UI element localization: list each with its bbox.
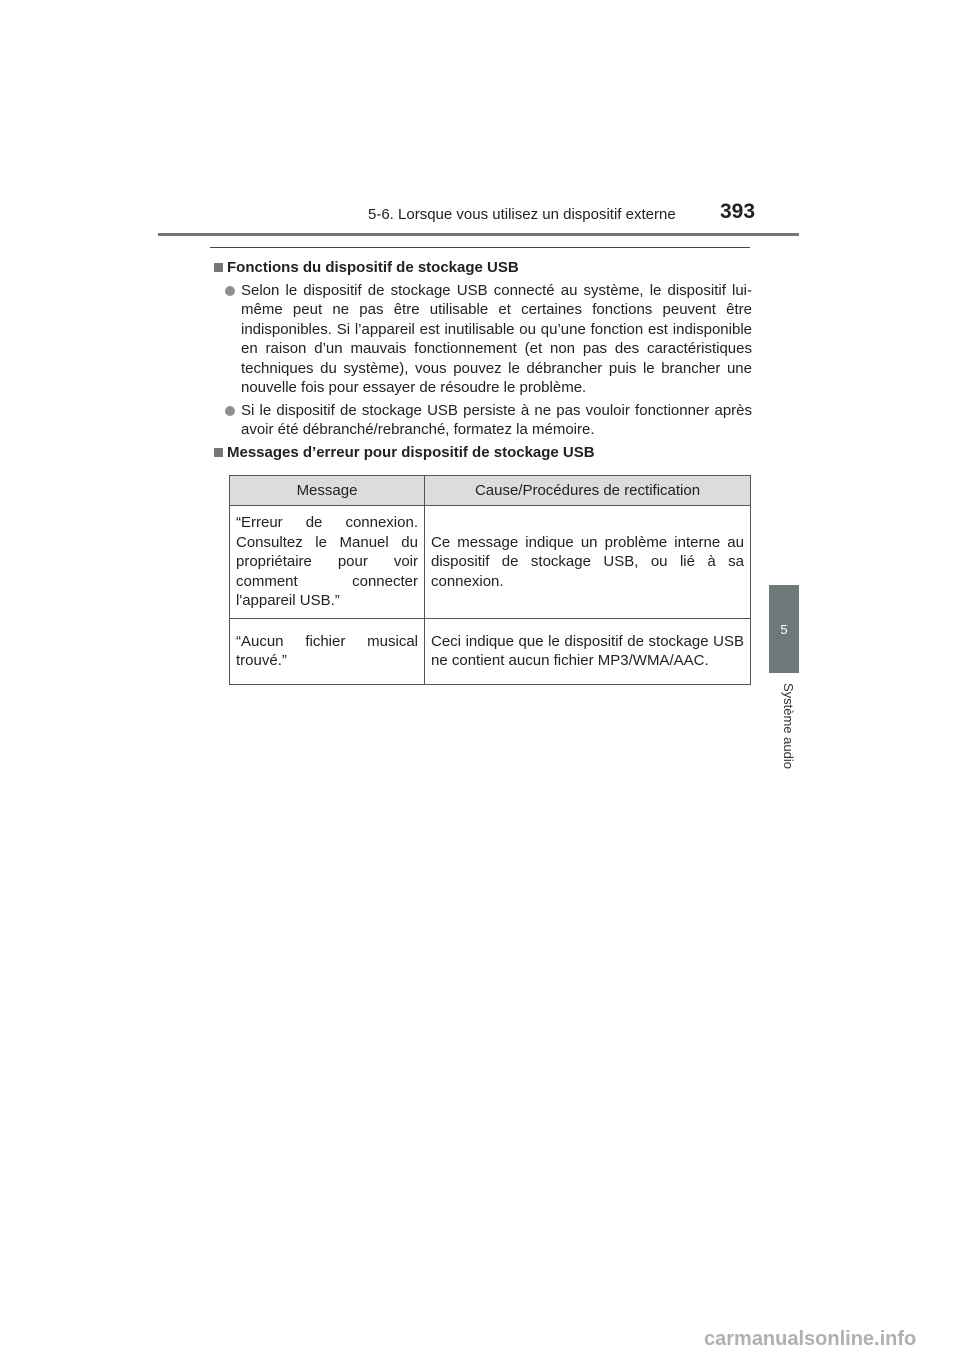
table-row (230, 618, 751, 684)
list-item-text: Si le dispositif de stockage USB persiste à ne pas vouloir fonctionner après avoir été débranché/rebranché, formatez la mémoire. (241, 401, 752, 438)
square-bullet-icon (214, 448, 223, 457)
list-item (212, 281, 752, 398)
table-row (230, 506, 751, 619)
section-heading-text: Fonctions du dispositif de stockage USB (227, 259, 519, 276)
cause-cell: Ceci indique que le dispositif de stockage USB ne contient aucun fichier MP3/WMA/AAC. (425, 618, 751, 684)
chapter-tab (769, 585, 799, 673)
content-divider (210, 247, 750, 248)
circle-bullet-icon (225, 286, 235, 296)
column-header-message: Message (230, 476, 425, 506)
page-number: 393 (720, 200, 756, 223)
watermark: carmanualsonline.info (704, 1328, 917, 1350)
chapter-number: 5 (780, 621, 788, 637)
circle-bullet-icon (225, 406, 235, 416)
header-divider (158, 233, 799, 236)
square-bullet-icon (214, 263, 223, 272)
section-header-title: 5-6. Lorsque vous utilisez un dispositif externe (368, 206, 676, 223)
message-cell: “Erreur de connexion. Consultez le Manuel du propriétaire pour voir comment connecter l'appareil USB.” (230, 506, 425, 619)
error-messages-table (229, 475, 751, 685)
section-heading (212, 443, 752, 463)
message-cell: “Aucun fichier musical trouvé.” (230, 618, 425, 684)
list-item (212, 401, 752, 440)
cause-cell: Ce message indique un problème interne au dispositif de stockage USB, ou lié à sa connexion. (425, 506, 751, 619)
list-item-text: Selon le dispositif de stockage USB connecté au système, le dispositif lui-même peut ne pas être utilisable et certaines fonctions peuvent être indisponibles. Si l’appareil est inutilisable ou qu’une fonction est indisponible en raison d’un mauvais fonctionnement (et non pas des caractéristiques techniques du système), vous pouvez le débrancher puis le brancher une nouvelle fois pour essayer de résoudre le problème. (241, 281, 752, 396)
section-heading (212, 258, 752, 278)
chapter-label: Système audio (781, 683, 796, 769)
column-header-cause: Cause/Procédures de rectification (425, 476, 751, 506)
section-heading-text: Messages d’erreur pour dispositif de stockage USB (227, 443, 595, 461)
table-header-row (230, 476, 751, 506)
content-body (212, 258, 752, 465)
